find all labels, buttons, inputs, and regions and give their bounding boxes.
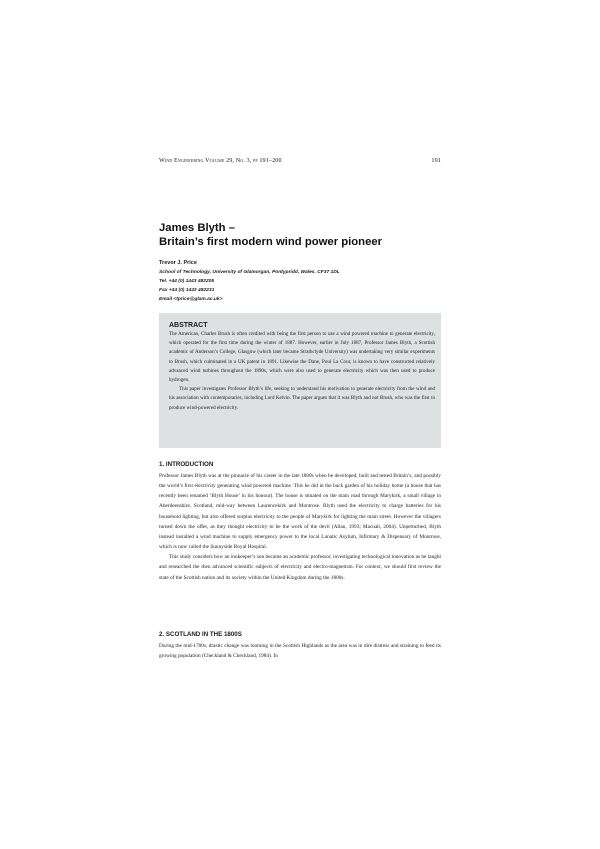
introduction-paragraph-1: Professor James Blyth was at the pinnacle of his career in the late 1880s when he developed, built and tested Britain’s, and possibly the world’s first electricity generating wind powered machine. This he did in the back garden of his holiday home (a house that has recently been renamed ‘Blyth House’ in his honour). The house is situated on the main road through Marykirk, a small village in Aberdeenshire, Scotland, mid-way between Laurencekirk and Montrose. Blyth used the electricity to charge batteries for his household lighting, but also offered surplus electricity to the people of Marykirk for lighting the main street. However the villagers turned down the offer, as they thought electricity to be the work of the devil (Allan, 1993; Macnab, 2004). Unperturbed, Blyth instead installed a wind machine to supply emergency power to the local Lunatic Asylum, Infirmary & Dispensary of Montrose, which is now called the Sunnyside Royal Hospital.	[159, 473, 441, 551]
title-line-1: James Blyth –	[159, 222, 235, 234]
author-name: Trevor J. Price	[159, 260, 197, 266]
page-number: 191	[431, 157, 441, 164]
paper-title	[159, 221, 441, 249]
introduction-paragraph-2: This study considers how an innkeeper’s son became an academic professor, investigating technological innovation as he taught and researched the then advanced scientific subjects of electricity and electro-magnetism. For context, we should first review the state of the Scottish nation and its society within the United Kingdom during the 1800s.	[159, 554, 441, 581]
section-heading-scotland: 2. SCOTLAND IN THE 1800S	[159, 631, 242, 638]
scotland-body	[159, 641, 441, 661]
abstract-paragraph-2: This paper investigates Professor Blyth’s life, seeking to understand his motivation to generate electricity from the wind and his association with contemporaries, including Lord Kelvin. The paper argues that it was Blyth and not Brush, who was the first to produce wind-powered electricity.	[169, 386, 435, 411]
abstract-paragraph-1: The American, Charles Brush is often credited with being the first person to use a wind powered machine to generate electricity, which operated for the first time during the winter of 1887. However, earlier in July 1887, Professor James Blyth, a Scottish academic of Anderson’s College, Glasgow (which later became Strathclyde University) was undertaking very similar experiments to Brush, which culminated in a UK patent in 1891. Likewise the Dane, Poul La Cour, is known to have constructed relatively advanced wind turbines throughout the 1890s, which were also used to generate electricity which was then used to produce hydrogen.	[169, 331, 435, 384]
author-email: Email <tprice@glam.ac.uk>	[159, 297, 223, 302]
scotland-paragraph-1: During the mid-1700s, drastic change was looming in the Scottish Highlands as the area was in dire distress and straining to feed its growing population (Checkland & Checkland, 1984). In	[159, 643, 441, 660]
section-heading-introduction: 1. INTRODUCTION	[159, 461, 214, 468]
running-head	[159, 157, 441, 164]
author-block	[159, 259, 441, 304]
abstract-box	[159, 313, 441, 448]
title-line-2: Britain’s first modern wind power pioneer	[159, 236, 383, 248]
author-fax: Fax +44 (0) 1443 482231	[159, 288, 215, 293]
journal-reference: Wind Engineering Volume 29, No. 3, pp 191–200	[159, 157, 282, 164]
abstract-heading: ABSTRACT	[169, 322, 208, 329]
introduction-body	[159, 471, 441, 583]
author-affiliation: School of Technology, University of Glamorgan, Pontypridd, Wales. CF37 1DL	[159, 270, 340, 275]
author-telephone: Tel. +44 (0) 1443 482205	[159, 279, 215, 284]
